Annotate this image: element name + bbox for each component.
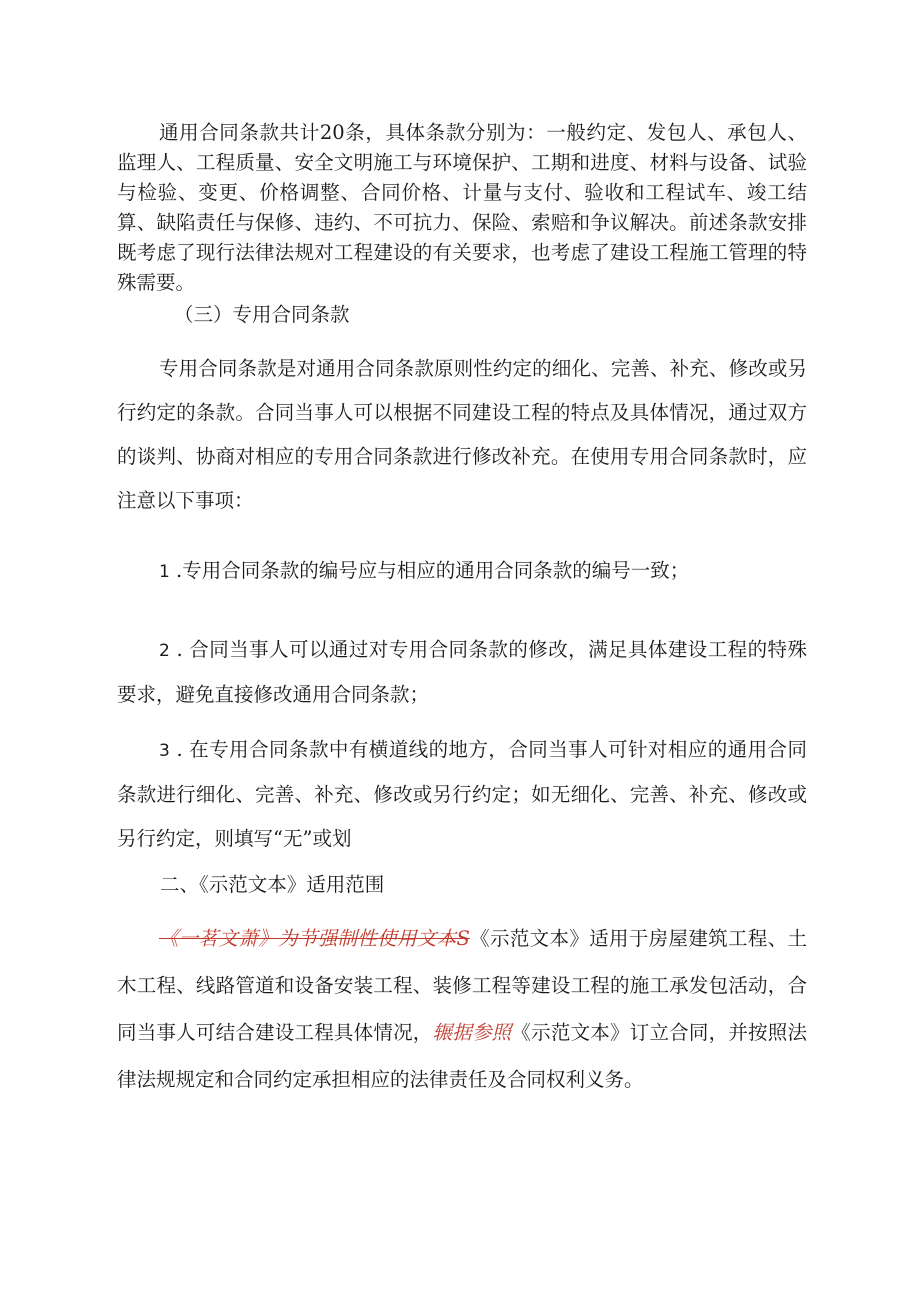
struck-revision-text: 《一茗文萧》为节强制性使用文本S xyxy=(159,927,470,950)
list-item-number: 2 xyxy=(159,641,170,661)
general-terms-paragraph: 通用合同条款共计20条，具体条款分别为：一般约定、发包人、承包人、监理人、工程质量、安全文明施工与环境保护、工期和进度、材料与设备、试验与检验、变更、价格调整、合同价格、计量与支付、验收和工程试车、竣工结算、缺陷责任与保修、违约、不可抗力、保险、索赔和争议解决。前述条款安排既考虑了现行法律法规对工程建设的有关要求，也考虑了建设工程施工管理的特殊需要。 xyxy=(117,121,807,294)
scope-paragraph xyxy=(117,915,807,1103)
scope-text-part1: 《示范文本》适用于房屋建筑工程、土木工程、线路管道和设备安装工程、装修工程等建设工程的施工承发包活动，合同当事人可结合建设工程具体情况， xyxy=(117,927,807,1044)
list-item-text: .专用合同条款的编号应与相应的通用合同条款的编号一致； xyxy=(169,559,690,582)
scope-heading: 二、《示范文本》适用范围 xyxy=(160,873,385,896)
list-item xyxy=(117,549,807,594)
list-item-text: . 在专用合同条款中有横道线的地方，合同当事人可针对相应的通用合同条款进行细化、完善、补充、修改或另行约定；如无细化、完善、补充、修改或另行约定，则填写“无”或划 xyxy=(117,738,807,850)
list-item-text: . 合同当事人可以通过对专用合同条款的修改，满足具体建设工程的特殊要求，避免直接修改通用合同条款； xyxy=(117,638,807,706)
special-terms-paragraph: 专用合同条款是对通用合同条款原则性约定的细化、完善、补充、修改或另行约定的条款。合同当事人可以根据不同建设工程的特点及具体情况，通过双方的谈判、协商对相应的专用合同条款进行修改补充。在使用专用合同条款时，应注意以下事项： xyxy=(117,357,807,512)
list-item-number: 1 xyxy=(159,562,170,582)
list-item xyxy=(117,728,807,861)
list-item xyxy=(117,628,807,717)
special-terms-heading: （三）专用合同条款 xyxy=(174,303,350,326)
inserted-revision-text: 辗据参照 xyxy=(432,1021,512,1044)
scope-text-part2: 《示范文本》订立合同，并按照法律法规规定和合同约定承担相应的法律责任及合同权利义务。 xyxy=(117,1021,807,1091)
list-item-number: 3 xyxy=(159,741,170,761)
